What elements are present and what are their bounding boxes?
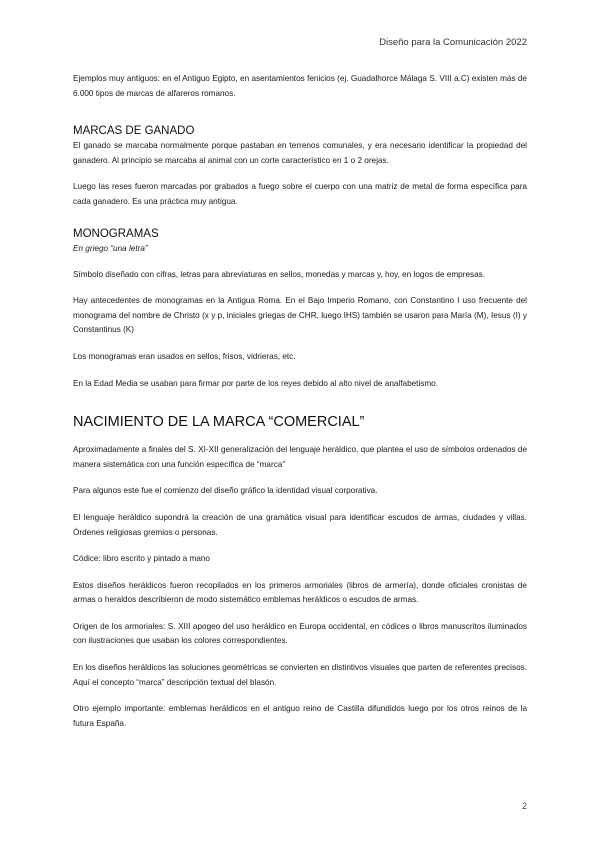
page-number: 2: [521, 801, 527, 811]
nacimiento-paragraph-3: El lenguaje heráldico supondrá la creación de una gramática visual para identificar escudos de armas, ciudades y villas. Órdenes religiosas gremios o personas.: [73, 512, 527, 537]
ganado-paragraph-1: El ganado se marcaba normalmente porque pastaban en terrenos comunales, y era necesario identificar la propiedad del ganadero. Al principio se marcaba al animal con un corte característico en 1 o 2 orejas.: [73, 141, 527, 165]
page-content: [73, 72, 527, 731]
section-title-monogramas: MONOGRAMAS: [73, 227, 159, 240]
section-title-nacimiento: NACIMIENTO DE LA MARCA “COMERCIAL”: [73, 414, 365, 431]
monogramas-paragraph-2: Hay antecedentes de monogramas en la Antigua Roma. En el Bajo Imperio Romano, con Constantino I uso frecuente del monograma del nombre de Christo (x y p, iniciales griegas de CHR, luego IHS) también se usaron para María (M), Iesus (I) y Constantinus (K): [73, 296, 527, 335]
nacimiento-paragraph-5: Estos diseños heráldicos fueron recopilados en los primeros armoriales (libros de armería), donde oficiales cronistas de armas o heraldos describieron de modo sistemático emblemas heráldicos o escudos de armas.: [73, 580, 527, 605]
ganado-paragraph-2: Luego las reses fueron marcadas por grabados a fuego sobre el cuerpo con una matriz de metal de forma específica para cada ganadero. Es una práctica muy antigua.: [73, 182, 527, 206]
nacimiento-paragraph-7: En los diseños heráldicos las soluciones geométricas se convierten en distintivos visuales que parten de referentes precisos. Aquí el concepto “marca” descripción textual del blasón.: [73, 663, 527, 687]
nacimiento-paragraph-2: Para algunos este fue el comienzo del diseño gráfico la identidad visual corporativa.: [73, 486, 378, 496]
monogramas-paragraph-3: Los monogramas eran usados en sellos, frisos, vidrieras, etc.: [73, 351, 296, 361]
monogramas-subtitle: En griego “una letra”: [73, 243, 148, 253]
page-header: Diseño para la Comunicación 2022: [379, 37, 527, 48]
intro-paragraph: Ejemplos muy antiguos: en el Antiguo Egipto, en asentamientos fenicios (ej. Guadalhorce Málaga S. VIII a.C) existen más de 6.000 tipos de marcas de alfareros romanos.: [73, 74, 527, 98]
section-title-ganado: MARCAS DE GANADO: [73, 125, 195, 138]
nacimiento-paragraph-8: Otro ejemplo importante: emblemas heráldicos en el antiguo reino de Castilla difundidos luego por los otros reinos de la futura España.: [73, 704, 527, 728]
nacimiento-paragraph-4: Códice: libro escrito y pintado a mano: [73, 554, 210, 564]
monogramas-paragraph-4: En la Edad Media se usaban para firmar por parte de los reyes debido al alto nivel de analfabetismo.: [73, 378, 439, 388]
nacimiento-paragraph-1: Aproximadamente a finales del S. XI-XII generalización del lenguaje heráldico, que plantea el uso de símbolos ordenados de manera sistemática con una función específica de “marca”: [73, 445, 527, 469]
nacimiento-paragraph-6: Origen de los armoriales: S. XIII apogeo del uso heráldico en Europa occidental, en códices o libros manuscritos iluminados con ilustraciones que usaban los colores correspondientes.: [73, 621, 527, 646]
monogramas-paragraph-1: Símbolo diseñado con cifras, letras para abreviaturas en sellos, monedas y marcas y, hoy, en logos de empresas.: [73, 269, 486, 279]
